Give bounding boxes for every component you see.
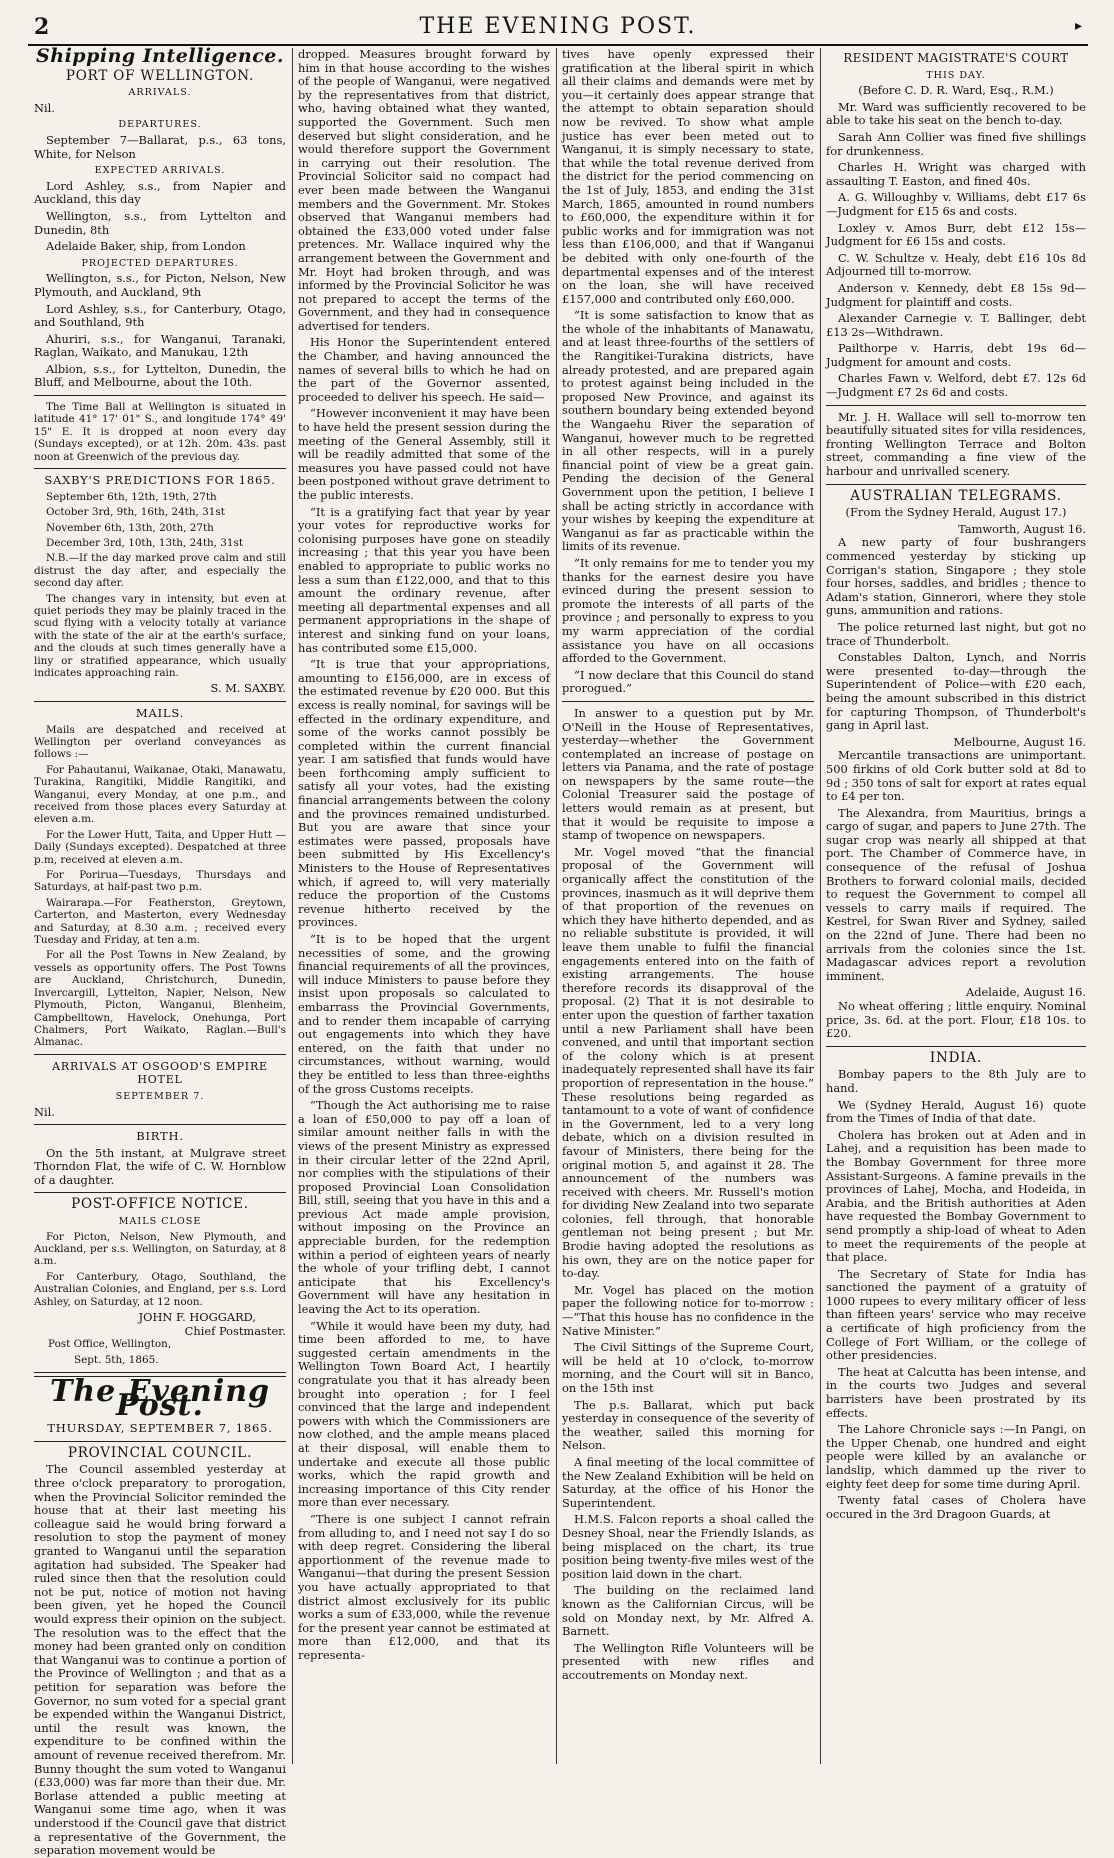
wallace-text: Mr. J. H. Wallace will sell to-morrow ten beautifully situated sites for villa residences, fronting Wellington Terrace and Bolton street, commanding a fine view of the harbour and unrivalled scenery.: [826, 409, 1086, 479]
article-paragraph: “It only remains for me to tender you my thanks for the earnest desire you have evinced during the present session to promote the interests of all parts of the province ; and personally to express to you my warm appreciation of the cordial assistance you have on all occasions afforded to the Government.: [562, 555, 814, 666]
divider: [34, 1441, 286, 1442]
article-paragraph: The Civil Sittings of the Supreme Court, will be held at 10 o'clock, to-morrow morning, and the Court will sit in Banco, on the 15th inst: [562, 1340, 814, 1395]
paper-title: The Evening Post.: [49, 1374, 271, 1423]
dateline-melbourne: Melbourne, August 16.: [953, 734, 1086, 749]
article-paragraph: The building on the reclaimed land known as the Californian Circus, will be sold on Monday next, by Mr. Alfred A. Barnett.: [562, 1583, 814, 1639]
court-item: Mr. Ward was sufficiently recovered to be able to take his seat on the bench to-day.: [826, 99, 1086, 128]
telegrams-source: (From the Sydney Herald, August 17.): [845, 505, 1067, 520]
council-text: The Council assembled yesterday at three o'clock preparatory to prorogation, when the Provincial Solicitor reminded the house that at their last meeting his colleague said he would bring forward a resolution to stop the payment of money granted to Wanganui until the separation agitation had subsided. The Speaker had ruled since then that the resolution could not be put, notice of motion not having been given, yet he hoped the Council would express their opinion on the subject. The resolution was to the effect that the money had been granted only on condition that Wanganui was to continue a portion of the Province of Wellington ; and that as a petition for separation was before the Governor, no sum voted for a special grant be expended within the Wanganui District, until the result was known, the expenditure to be confined within the amount of revenue received therefrom. Mr. Bunny thought the sum voted to Wanganui (£33,000) was far more than their due. Mr. Borlase attended a public meeting at Wanganui some time ago, when it was understood if the Council gave that district a representative of the Government, the separation movement would be: [34, 1462, 286, 1858]
article-paragraph: “However inconvenient it may have been to have held the present session during the meeting of the General Assembly, still it will be readily admitted that some of the measures you have passed could not have been postponed without grave detriment to the public interests.: [298, 406, 550, 502]
court-item: A. G. Willoughby v. Williams, debt £17 6s —Judgment for £15 6s and costs.: [826, 190, 1086, 218]
telegram-paragraph: Constables Dalton, Lynch, and Norris were presented to-day—through the Superintendent of Police—with £20 each, being the amount subscribed in this district for capturing Thompson, of Thunderbolt's gang in April last.: [826, 650, 1086, 733]
column-3: [562, 48, 814, 1764]
expected-item: Adelaide Baker, ship, from London: [46, 239, 246, 254]
court-item: Anderson v. Kennedy, debt £8 15s 9d—Judgment for plaintiff and costs.: [826, 280, 1086, 309]
po-item: For Picton, Nelson, New Plymouth, and Auckland, per s.s. Wellington, on Saturday, at 8 a.m.: [34, 1230, 286, 1268]
article-paragraph: dropped. Measures brought forward by him in that house according to the wishes of the people of Wanganui, were negatived by the representatives from that district, who, having obtained what they wanted, supported the Government. Such men deserved but slight consideration, and he would therefore support the Government in carrying out their resolution. The Provincial Solicitor said no compact had ever been made between the Wanganui members and the Government. Mr. Stokes observed that Wanganui members had obtained the £33,000 voted under false pretences. Mr. Wallace inquired why the arrangement between the Government and Mr. Hoyt had broken through, and was informed by the Provincial Solicitor he was not prepared to accept the terms of the Government, and they had in consequence advertised for tenders.: [298, 47, 550, 333]
dateline: THURSDAY, SEPTEMBER 7, 1865.: [47, 1421, 273, 1436]
india-paragraph: Cholera has broken out at Aden and in Lahej, and a requisition has been made to the Bombay Government for three more Assistant-Surgeons. A famine prevails in the provinces of Lahej, Mocha, and Hodeida, in Arabia, and the British authorities at Aden have requested the Bombay Government to send promptly a ship-load of wheat to Aden to meet the requirements of the people at that place.: [826, 1127, 1086, 1265]
saxby-date: December 3rd, 10th, 13th, 24th, 31st: [46, 536, 244, 549]
po-place: Post Office, Wellington,: [48, 1338, 172, 1351]
article-paragraph: “It is true that your appropriations, amounting to £156,000, are in excess of the estimated revenue by £20 000. But this excess is really nominal, for savings will be effected in the ordinary expenditure, and some of the works cannot possibly be completed within the current financial year. I am satisfied that funds would have been forthcoming amply sufficient to satisfy all your votes, had the existing financial arrangements between the colony and the provinces remained undisturbed. But you are aware that since your estimates were passed, proposals have been submitted by His Excellency's Ministers to the House of Representatives which, if agreed to, will very materially reduce the proportion of the Customs revenue hitherto received by the provinces.: [298, 657, 550, 930]
saxby-sign: S. M. SAXBY.: [210, 681, 286, 696]
article-paragraph: His Honor the Superintendent entered the Chamber, and having announced the names of several bills to which he had on the part of the Governor assented, proceeded to deliver his speech. He said—: [298, 335, 550, 404]
divider: [34, 1124, 286, 1125]
article-paragraph: “Though the Act authorising me to raise a loan of £50,000 to pay off a loan of similar amount neither falls in with the views of the present Ministry as expressed in their circular letter of the 22nd April, nor complies with the stipulations of their proposed Provincial Loan Consolidation Bill, still, seeing that you have in this and a previous Act made ample provision, without imposing on the Province an appreciable burden, for the redemption within a period of eighteen years of nearly the whole of your trifling debt, I cannot anticipate that his Excellency's Government will have any hesitation in leaving the Act to its operation.: [298, 1098, 550, 1317]
india-paragraph: The heat at Calcutta has been intense, and in the courts two Judges and several barristers have been prostrated by its effects.: [826, 1364, 1086, 1420]
birth-heading: BIRTH.: [136, 1129, 184, 1144]
article-paragraph: “It is some satisfaction to know that as the whole of the inhabitants of Manawatu, and at least three-fourths of the settlers of the Rangitikei-Turakina districts, have already protested, and are prepared again to protest against being included in the proposed New Province, and against its southern boundary being extended beyond the Wangaehu River the separation of Wanganui, however much to be regretted in all other respects, will in a purely financial point of view be a great gain. Pending the decision of the General Government upon the petition, I believe I shall be acting strictly in accordance with your wishes by keeping the expenditure at Wanganui as far as practicable within the limits of its revenue.: [562, 308, 814, 554]
divider: [562, 701, 814, 702]
divider: [34, 1192, 286, 1193]
mails-item: For Porirua—Tuesdays, Thursdays and Saturdays, at half-past two p.m.: [34, 869, 286, 894]
article-paragraph: tives have openly expressed their gratification at the liberal spirit in which all their claims and demands were met by you—it certainly does appear strange that the attempt to obtain separation should now be revived. To show what ample justice has ever been meted out to Wanganui, it is simply necessary to state, that while the total revenue derived from the district for the period commencing on the 1st of July, 1853, and ending the 31st March, 1865, amounted in round numbers to £60,000, the expenditure within it for public works and for immigration was not less than £106,000, and that if Wanganui be debited with only one-fourth of the departmental expenses and of the interest on the loan, she will have received £157,000 and contributed only £60,000.: [562, 47, 814, 306]
divider: [34, 1054, 286, 1055]
osgood-text: Nil.: [34, 1104, 55, 1119]
court-heading: RESIDENT MAGISTRATE'S COURT: [843, 51, 1069, 65]
column-rule: [556, 48, 557, 1764]
page-number: 2: [34, 14, 50, 40]
divider: [826, 405, 1086, 406]
article-paragraph: In answer to a question put by Mr. O'Neill in the House of Representatives, yesterday—whether the Government contemplated an increase of postage on letters via Panama, and the rate of postage on newspapers by the same route—the Colonial Treasurer said the postage of letters would remain as at present, but that it would be requisite to impose a stamp of twopence on newspapers.: [562, 705, 814, 843]
po-sub: MAILS CLOSE: [118, 1216, 202, 1228]
column-rule: [292, 48, 293, 1764]
india-heading: INDIA.: [929, 1049, 983, 1066]
masthead: [28, 14, 1088, 46]
column-4: [826, 48, 1086, 1764]
article-paragraph: “It is to be hoped that the urgent necessities of some, and the growing financial requirements of all the provinces, will induce Ministers to pause before they insist upon proposals so calculated to embarrass the Provincial Governments, and to render them incapable of carrying out engagements into which they have entered, on the faith that under no circumstances, without warning, would they be entitled to less than three-eighths of the gross Customs receipts.: [298, 932, 550, 1096]
court-item: Charles Fawn v. Welford, debt £7. 12s 6d —Judgment £7 2s 6d and costs.: [826, 371, 1086, 400]
corner-mark-icon: ▸: [1074, 18, 1082, 34]
column-1: [34, 45, 286, 1858]
article-paragraph: “It is a gratifying fact that year by year your votes for reproductive works for colonising purposes have gone on steadily increasing ; that this year you have been enabled to appropriate to public works no less a sum than £122,000, and that to this amount the ordinary revenue, after meeting all departmental expenses and all permanent appropriations in the shape of interest and sinking fund on your loans, has contributed some £15,000.: [298, 504, 550, 655]
divider: [826, 484, 1086, 485]
article-paragraph: H.M.S. Falcon reports a shoal called the Desney Shoal, near the Friendly Islands, as being misplaced on the chart, its true position being twenty-five miles west of the position laid down in the chart.: [562, 1512, 814, 1581]
dateline-adelaide: Adelaide, August 16.: [966, 985, 1086, 1000]
article-paragraph: The p.s. Ballarat, which put back yesterday in consequence of the severity of the weather, sailed this morning for Nelson.: [562, 1397, 814, 1453]
column-rule: [820, 48, 821, 1764]
projected-item: Lord Ashley, s.s., for Canterbury, Otago, and Southland, 9th: [34, 301, 286, 330]
mails-item: For all the Post Towns in New Zealand, by vessels as opportunity offers. The Post Towns are Auckland, Christchurch, Dunedin, Invercargill, Lyttelton, Napier, Nelson, New Plymouth, Picton, Wanganui, Blenheim, Campbelltown, Havelock, Onehunga, Port Chalmers, Port Waikato, Raglan.—Bull's Almanac.: [34, 949, 286, 1049]
india-paragraph: The Lahore Chronicle says :—In Pangi, on the Upper Chenab, one hundred and eight people were killed by an avalanche or landslip, which dammed up the river to eighty feet deep for some time during April.: [826, 1422, 1086, 1491]
saxby-date: September 6th, 12th, 19th, 27th: [46, 490, 217, 503]
po-item: For Canterbury, Otago, Southland, the Australian Colonies, and England, per s.s. Lord Ashley, on Saturday, at 12 noon.: [34, 1270, 286, 1308]
court-item: Sarah Ann Collier was fined five shillings for drunkenness.: [826, 129, 1086, 158]
saxby-text: The changes vary in intensity, but even at quiet periods they may be plainly traced in the scud flying with a velocity totally at variance with the state of the air at the earth's surface, and the clouds at such times generally have a liny or stratified appearance, which usually indicates approaching rain.: [34, 592, 286, 679]
mails-item: For Pahautanui, Waikanae, Otaki, Manawatu, Turakina, Rangitiki, Middle Rangitiki, and Wanganui, every Monday, at one p.m., and received from those places every Saturday at eleven a.m.: [34, 763, 286, 826]
article-paragraph: A final meeting of the local committee of the New Zealand Exhibition will be held on Saturday, at the office of his Honor the Superintendent.: [562, 1454, 814, 1510]
saxby-date: November 6th, 13th, 20th, 27th: [46, 521, 214, 534]
saxby-heading: SAXBY'S PREDICTIONS FOR 1865.: [44, 473, 276, 488]
india-paragraph: Bombay papers to the 8th July are to hand.: [826, 1067, 1086, 1095]
telegrams-heading: AUSTRALIAN TELEGRAMS.: [850, 487, 1062, 504]
po-signer: JOHN F. HOGGARD,: [138, 1310, 256, 1325]
court-day: THIS DAY.: [926, 69, 986, 81]
article-paragraph: “While it would have been my duty, had time been afforded to me, to have suggested certain amendments in the Wellington Town Board Act, I heartily congratulate you that it has already been brought into operation ; for I feel convinced that the large and independent powers with which the Commissioners are now clothed, and the ample means placed at their disposal, will enable them to undertake and execute all those public works, which the rapid growth and increasing importance of this City render more than ever necessary.: [298, 1318, 550, 1510]
court-item: Charles H. Wright was charged with assaulting T. Easton, and fined 40s.: [826, 160, 1086, 188]
column-2: [298, 48, 550, 1764]
divider: [826, 1046, 1086, 1047]
osgood-heading: ARRIVALS AT OSGOOD'S EMPIRE HOTEL: [52, 1059, 268, 1087]
departures-label: DEPARTURES.: [118, 119, 202, 131]
projected-item: Wellington, s.s., for Picton, Nelson, New Plymouth, and Auckland, 9th: [34, 271, 286, 299]
departures-text: September 7—Ballarat, p.s., 63 tons, White, for Nelson: [34, 132, 286, 161]
court-before: (Before C. D. R. Ward, Esq., R.M.): [858, 83, 1054, 98]
birth-text: On the 5th instant, at Mulgrave street Thorndon Flat, the wife of C. W. Hornblow of a daughter.: [34, 1145, 286, 1187]
telegram-paragraph: The Alexandra, from Mauritius, brings a cargo of sugar, and papers to June 27th. The sugar crop was nearly all shipped at that port. The Chamber of Commerce have, in consequence of the refusal of Joshua Brothers to forward colonial mails, decided to request the Government to compel all vessels to carry mails if required. The Kestrel, for Swan River and Sydney, sailed on the 22nd of June. There had been no arrivals from the colonies since the 1st. Madagascar advices report a revolution imminent.: [826, 805, 1086, 983]
divider: [34, 395, 286, 396]
projected-item: Ahuriri, s.s., for Wanganui, Taranaki, Raglan, Waikato, and Manukau, 12th: [34, 331, 286, 360]
article-paragraph: The Wellington Rifle Volunteers will be presented with new rifles and accoutrements on Monday next.: [562, 1640, 814, 1682]
saxby-date: October 3rd, 9th, 16th, 24th, 31st: [46, 506, 225, 519]
article-paragraph: “There is one subject I cannot refrain from alluding to, and I need not say I do so with deep regret. Considering the liberal apportionment of the revenue made to Wanganui—that during the present Session you have actually appropriated to that district almost exclusively for its public works a sum of £33,000, while the revenue for the present year cannot be estimated at more than £12,000, and that its representa-: [298, 1511, 550, 1662]
court-item: Alexander Carnegie v. T. Ballinger, debt £13 2s—Withdrawn.: [826, 311, 1086, 339]
mails-heading: MAILS.: [135, 705, 185, 720]
po-heading: POST-OFFICE NOTICE.: [71, 1196, 249, 1213]
shipping-heading: Shipping Intelligence.: [36, 45, 284, 67]
divider: [34, 701, 286, 702]
article-paragraph: “I now declare that this Council do stand prorogued.”: [562, 667, 814, 696]
mails-intro: Mails are despatched and received at Wellington per overland conveyances as follows :—: [34, 723, 286, 761]
projected-item: Albion, s.s., for Lyttelton, Dunedin, the Bluff, and Melbourne, about the 10th.: [34, 361, 286, 390]
india-paragraph: Twenty fatal cases of Cholera have occured in the 3rd Dragoon Guards, at: [826, 1493, 1086, 1521]
projected-label: PROJECTED DEPARTURES.: [81, 257, 239, 269]
port-heading: PORT OF WELLINGTON.: [65, 67, 255, 84]
arrivals-label: ARRIVALS.: [128, 87, 192, 99]
divider: [34, 468, 286, 469]
expected-label: EXPECTED ARRIVALS.: [94, 165, 226, 177]
arrivals-text: Nil.: [34, 100, 55, 115]
article-paragraph: Mr. Vogel has placed on the motion paper the following notice for to-morrow :—“That this house has no confidence in the Native Minister.”: [562, 1282, 814, 1338]
expected-item: Lord Ashley, s.s., from Napier and Auckland, this day: [34, 178, 286, 207]
court-item: Loxley v. Amos Burr, debt £12 15s—Judgment for £6 15s and costs.: [826, 220, 1086, 249]
india-paragraph: The Secretary of State for India has sanctioned the payment of a gratuity of 1000 rupees to every military officer of less than fifteen years' service who may receive a certificate of high proficiency from the College of Fort William, or the college of other presidencies.: [826, 1266, 1086, 1363]
mails-item: For the Lower Hutt, Taita, and Upper Hutt —Daily (Sundays excepted). Despatched at three p.m, received at eleven a.m.: [34, 828, 286, 866]
india-paragraph: We (Sydney Herald, August 16) quote from the Times of India of that date.: [826, 1097, 1086, 1126]
article-paragraph: Mr. Vogel moved “that the financial proposal of the Government will organically affect the constitution of the provinces, inasmuch as it will deprive them of that proportion of the revenues on which they have hitherto depended, and as no reliable substitute is provided, it will leave them unable to fulfil the financial engagements entered into on the faith of existing arrangements. The house therefore records its disapproval of the proposal. (2) That it is not desirable to enter upon the question of farther taxation until a new Parliament shall have been convened, and until that important section of the colony which is at present inadequately represented shall have its fair proportion of representation in the house.” These resolutions being regarded as tantamount to a vote of want of confidence in the Government, led to a very long debate, which on a division resulted in favour of Ministers, there being for the original motion 5, and against it 28. The announcement of the numbers was received with cheers. Mr. Russell's motion for dividing New Zealand into two separate colonies, fell through, that honorable gentleman not being present ; but Mr. Brodie having adopted the resolutions as his own, they are on the notice paper for to-day.: [562, 844, 814, 1281]
court-item: Pailthorpe v. Harris, debt 19s 6d—Judgment for amount and costs.: [826, 341, 1086, 369]
telegram-paragraph: No wheat offering ; little enquiry. Nominal price, 3s. 6d. at the port. Flour, £18 10s. to £20.: [826, 999, 1086, 1041]
time-ball-text: The Time Ball at Wellington is situated in latitude 41° 17' 01" S., and longitude 174° 49' 15" E. It is dropped at noon every day (Sundays excepted), or at 12h. 20m. 43s. past noon at Greenwich of the previous day.: [34, 401, 286, 463]
mails-item: Wairarapa.—For Featherston, Greytown, Carterton, and Masterton, every Wednesday and Saturday, at 8.30 a.m. ; received every Tuesday and Friday, at ten a.m.: [34, 896, 286, 947]
po-date: Sept. 5th, 1865.: [74, 1353, 159, 1366]
osgood-date: SEPTEMBER 7.: [115, 1090, 205, 1102]
newspaper-title: THE EVENING POST.: [419, 14, 697, 39]
expected-item: Wellington, s.s., from Lyttelton and Dunedin, 8th: [34, 208, 286, 237]
columns: [34, 45, 1086, 1858]
saxby-note: N.B.—If the day marked prove calm and still distrust the day after, and especially the second day after.: [34, 552, 286, 590]
telegram-paragraph: Mercantile transactions are unimportant. 500 firkins of old Cork butter sold at 8d to 9d ; 350 tons of salt for export at rates equal to £4 per ton.: [826, 748, 1086, 804]
telegram-paragraph: The police returned last night, but got no trace of Thunderbolt.: [826, 619, 1086, 648]
po-signer-title: Chief Postmaster.: [184, 1323, 286, 1338]
telegram-paragraph: A new party of four bushrangers commenced yesterday by sticking up Corrigan's station, Singapore ; they stole four horses, saddles, and bridles ; thence to Adam's station, Ginnerori, where they stole guns, ammunition and rations.: [826, 535, 1086, 618]
dateline-tamworth: Tamworth, August 16.: [958, 521, 1086, 536]
council-heading: PROVINCIAL COUNCIL.: [67, 1444, 253, 1461]
court-item: C. W. Schultze v. Healy, debt £16 10s 8d Adjourned till to-morrow.: [826, 250, 1086, 279]
